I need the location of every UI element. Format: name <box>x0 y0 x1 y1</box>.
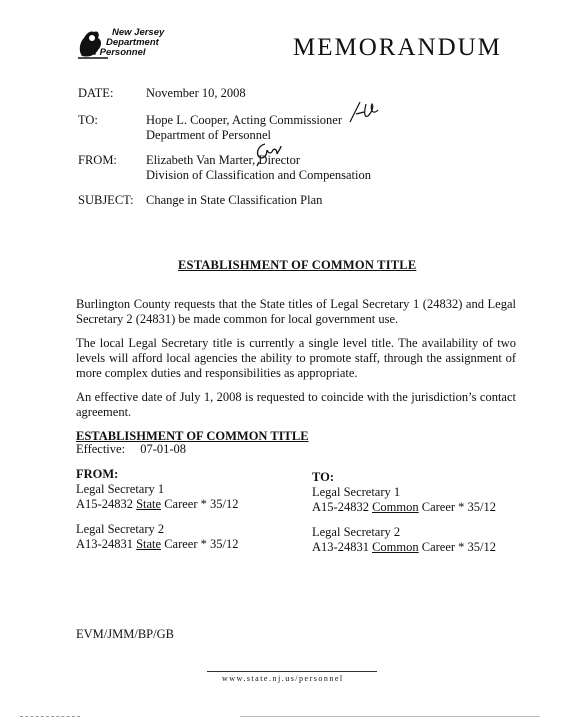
from-item-2-type: State <box>136 537 162 551</box>
footer-url: www.state.nj.us/personnel <box>222 674 344 683</box>
initials-signature-2 <box>253 140 283 168</box>
from-item-2-line <box>76 537 238 552</box>
org-line-1: New Jersey <box>112 27 165 38</box>
paragraph-1: Burlington County requests that the State titles of Legal Secretary 1 (24832) and Legal Secretary 2 (24831) be made common for local government use. <box>76 297 516 326</box>
from-item-1-name: Legal Secretary 1 <box>76 482 165 496</box>
paragraph-3: An effective date of July 1, 2008 is requested to coincide with the jurisdiction’s contact agreement. <box>76 390 516 419</box>
subject-value: Change in State Classification Plan <box>146 193 323 207</box>
to-line-2: Department of Personnel <box>146 128 271 142</box>
to-row <box>78 113 343 128</box>
effective-row <box>76 442 186 457</box>
to-item-1-line <box>312 500 496 515</box>
to-item-1-code: A15-24832 <box>312 500 369 514</box>
from-item-2-code: A13-24831 <box>76 537 133 551</box>
from-item-1-type: State <box>136 497 162 511</box>
to-item-1-type: Common <box>372 500 419 514</box>
from-item-1-line <box>76 497 238 512</box>
paragraph-2: The local Legal Secretary title is currently a single level title. The availability of two levels will afford local agencies the ability to promote staff, through the assignment of more complex duties and responsibilities as appropriate. <box>76 336 516 380</box>
subject-label: SUBJECT: <box>78 193 134 207</box>
from-row <box>78 153 301 168</box>
date-row <box>78 86 246 101</box>
from-line-2: Division of Classification and Compensation <box>146 168 371 182</box>
to-item-2-code: A13-24831 <box>312 540 369 554</box>
org-line-3: of Personnel <box>88 47 146 58</box>
to-item-1-name: Legal Secretary 1 <box>312 485 401 499</box>
org-name <box>82 28 164 58</box>
from-item-2-detail: Career * 35/12 <box>164 537 239 551</box>
to-column-header: TO: <box>312 470 334 484</box>
from-item-2-name: Legal Secretary 2 <box>76 522 165 536</box>
body-heading: ESTABLISHMENT OF COMMON TITLE <box>178 258 417 272</box>
initials-signature-1 <box>348 100 380 126</box>
from-item-1-detail: Career * 35/12 <box>164 497 239 511</box>
date-value: November 10, 2008 <box>146 86 246 100</box>
to-item-1-detail: Career * 35/12 <box>421 500 497 514</box>
effective-value: 07-01-08 <box>140 442 187 456</box>
memo-title: MEMORANDUM <box>293 34 502 61</box>
reference-initials: EVM/JMM/BP/GB <box>76 627 174 641</box>
subject-row <box>78 193 323 208</box>
footer-divider <box>207 671 377 672</box>
to-item-2-detail: Career * 35/12 <box>421 540 497 554</box>
to-label: TO: <box>78 113 98 127</box>
from-column-header: FROM: <box>76 467 119 481</box>
effective-label: Effective: <box>76 442 126 456</box>
from-row-2 <box>78 168 371 183</box>
from-item-1-code: A15-24832 <box>76 497 133 511</box>
scan-artifact-left <box>20 716 80 717</box>
date-label: DATE: <box>78 86 114 100</box>
from-label: FROM: <box>78 153 117 167</box>
org-line-2: Department <box>106 37 159 48</box>
to-item-2-line <box>312 540 496 555</box>
to-item-2-type: Common <box>372 540 419 554</box>
to-row-2 <box>78 128 271 143</box>
establishment-title: ESTABLISHMENT OF COMMON TITLE <box>76 429 309 443</box>
from-line-1: Elizabeth Van Marter, Director <box>146 153 301 167</box>
to-item-2-name: Legal Secretary 2 <box>312 525 401 539</box>
scan-artifact-right <box>240 716 540 717</box>
to-line-1: Hope L. Cooper, Acting Commissioner <box>146 113 343 127</box>
